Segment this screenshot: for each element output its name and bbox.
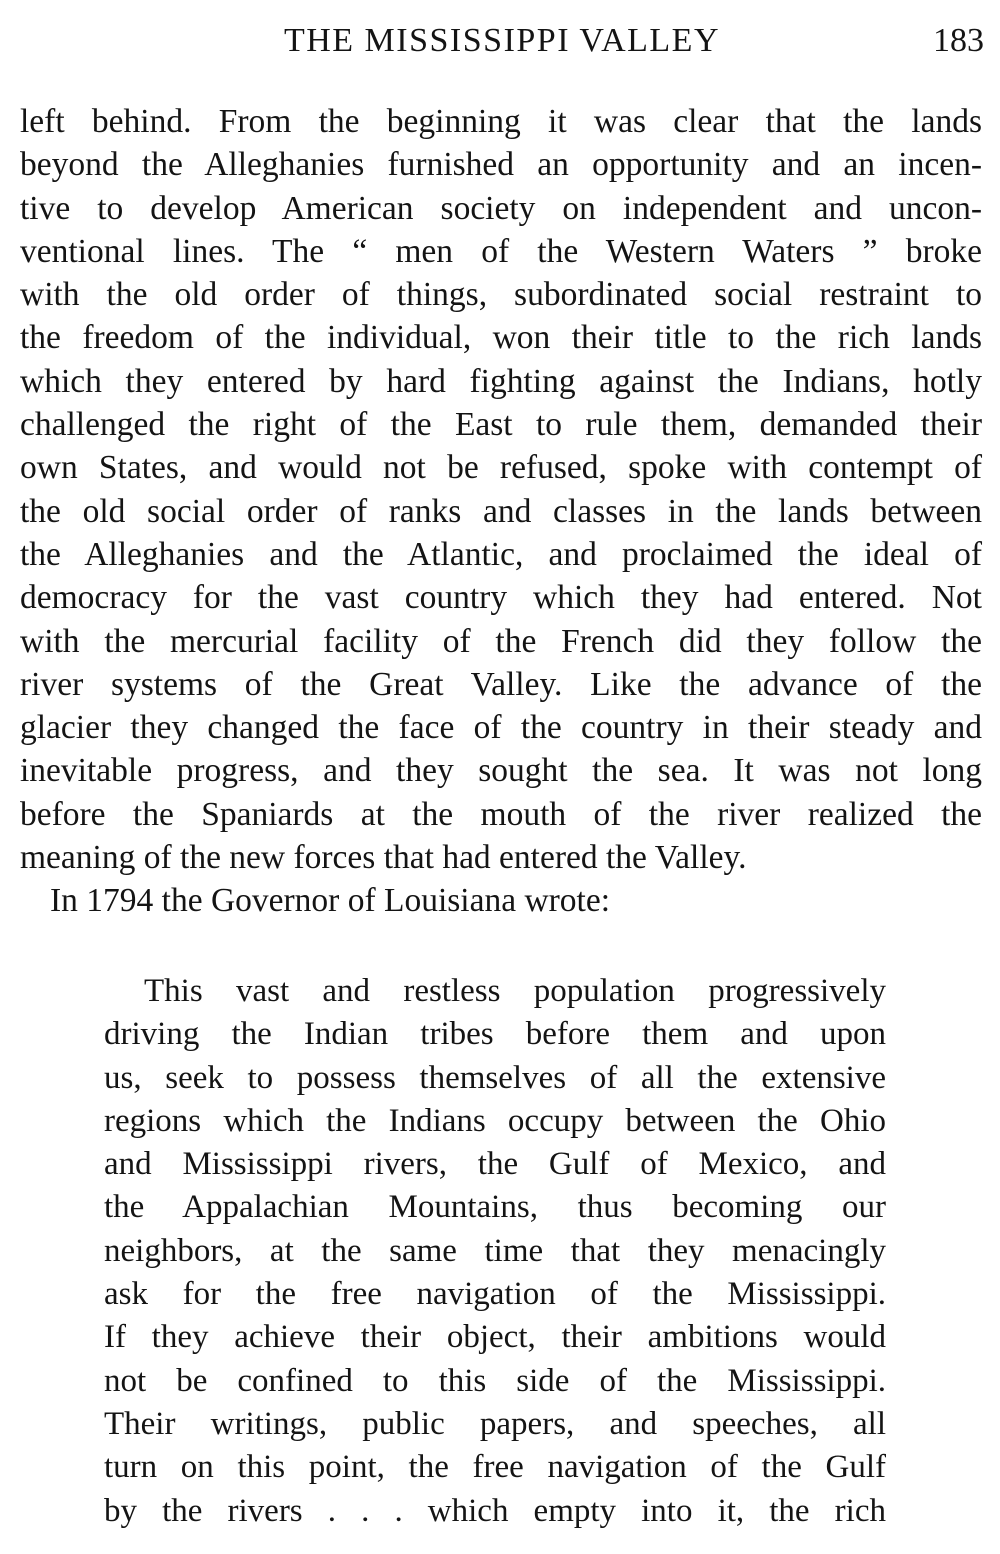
- text-line: own States, and would not be refused, spoke with contempt of: [20, 449, 982, 487]
- text-line: the old social order of ranks and classes in the lands between: [20, 492, 982, 530]
- text-line: tive to develop American society on independent and uncon-: [20, 189, 982, 227]
- intro-line: In 1794 the Governor of Louisiana wrote:: [50, 882, 611, 920]
- text-line: meaning of the new forces that had entered the Valley.: [20, 839, 747, 877]
- quote-line: If they achieve their object, their ambitions would: [104, 1319, 886, 1356]
- text-line: with the old order of things, subordinated social restraint to: [20, 276, 982, 314]
- block-quote: [104, 970, 886, 1533]
- text-line: before the Spaniards at the mouth of the river realized the: [20, 795, 982, 833]
- quote-line: ask for the free navigation of the Mississippi.: [104, 1276, 886, 1313]
- quote-line: turn on this point, the free navigation of the Gulf: [104, 1449, 886, 1486]
- quote-line: neighbors, at the same time that they menacingly: [104, 1232, 886, 1269]
- text-line: glacier they changed the face of the country in their steady and: [20, 709, 982, 747]
- quote-line: the Appalachian Mountains, thus becoming our: [104, 1189, 886, 1226]
- page-number: 183: [933, 22, 984, 59]
- text-line: river systems of the Great Valley. Like the advance of the: [20, 665, 982, 703]
- quote-line: by the rivers . . . which empty into it, the rich: [104, 1492, 886, 1529]
- text-line: left behind. From the beginning it was clear that the lands: [20, 103, 982, 140]
- quote-line: driving the Indian tribes before them and upon: [104, 1016, 886, 1053]
- quote-line: regions which the Indians occupy between the Ohio: [104, 1102, 886, 1139]
- running-title: THE MISSISSIPPI VALLEY: [283, 22, 721, 59]
- quote-line: not be confined to this side of the Mississippi.: [104, 1362, 886, 1399]
- quote-line: us, seek to possess themselves of all the extensive: [104, 1059, 886, 1096]
- running-head: [20, 18, 984, 64]
- text-line: challenged the right of the East to rule them, demanded their: [20, 406, 982, 444]
- text-line: which they entered by hard fighting against the Indians, hotly: [20, 362, 982, 400]
- text-line: the freedom of the individual, won their title to the rich lands: [20, 319, 982, 357]
- text-line: with the mercurial facility of the French did they follow the: [20, 622, 982, 660]
- text-line: the Alleghanies and the Atlantic, and proclaimed the ideal of: [20, 535, 982, 573]
- text-line: inevitable progress, and they sought the sea. It was not long: [20, 752, 982, 790]
- quote-line: and Mississippi rivers, the Gulf of Mexico, and: [104, 1146, 886, 1183]
- quote-line: This vast and restless population progressively: [144, 973, 886, 1009]
- quote-line: Their writings, public papers, and speeches, all: [104, 1405, 886, 1442]
- text-line: beyond the Alleghanies furnished an opportunity and an incen-: [20, 146, 982, 184]
- text-line: democracy for the vast country which they had entered. Not: [20, 579, 982, 617]
- body-paragraph: [20, 100, 982, 923]
- text-line: ventional lines. The “ men of the Western Waters ” broke: [20, 232, 982, 270]
